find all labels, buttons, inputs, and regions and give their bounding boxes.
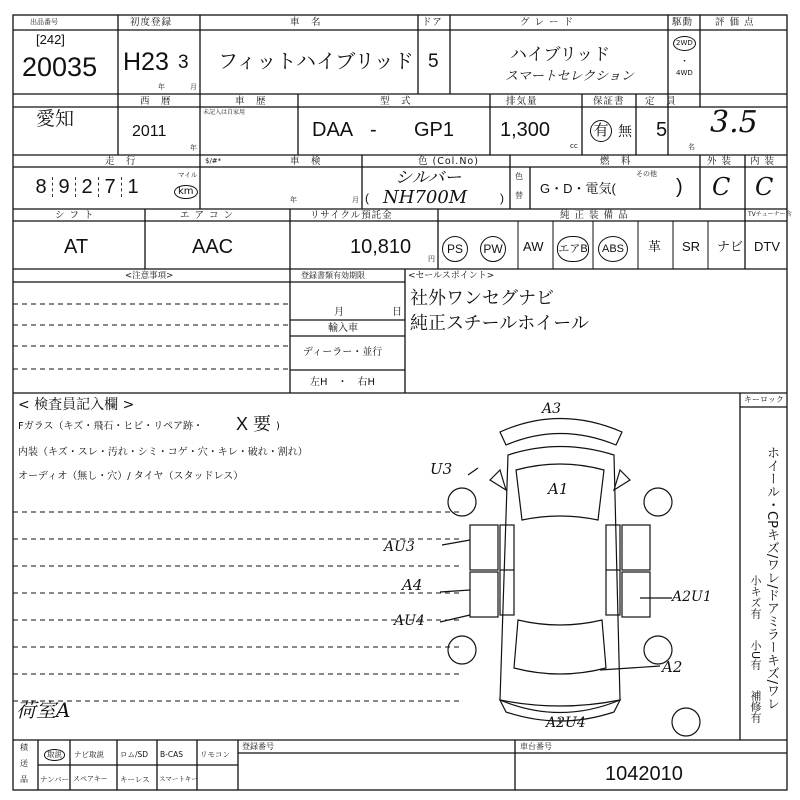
damage-mark: A1 [548, 480, 569, 498]
equip-navi: ナビ [717, 239, 744, 254]
color-code: NH700M [383, 187, 468, 208]
footer-label-2: 送 [20, 759, 28, 768]
car-diagram [440, 419, 700, 737]
key-lock-label: キーロック [744, 395, 784, 404]
equip-aw: AW [523, 239, 544, 254]
color-change-label-1: 色 [515, 172, 523, 181]
interior-grade: C [755, 173, 774, 201]
damage-mark: A3 [542, 401, 562, 417]
first-reg-month: 3 [178, 52, 189, 73]
equipment-separators [438, 221, 745, 269]
inspection-label: 車 検 [290, 156, 322, 167]
color-label: 色 (Col.No) [418, 156, 479, 167]
damage-mark: A2 [662, 658, 683, 676]
import-steering: 左H ・ 右H [310, 377, 376, 388]
color-open-paren: ( [365, 191, 369, 205]
mileage-digit: 2 [76, 177, 99, 197]
footer-spare-key: スペアキー [73, 775, 108, 783]
aircon-label: エ ア コ ン [180, 210, 235, 221]
import-dealer: ディーラー・並行 [303, 347, 383, 358]
warranty-yes: 有 [590, 120, 612, 142]
footer-remote: リモコン [200, 750, 230, 759]
lot-number: 20035 [22, 52, 98, 82]
equip-pw: PW [480, 236, 506, 262]
capacity-unit: 名 [688, 143, 695, 151]
lot-top-label: 出品番号 [30, 18, 58, 26]
footer-label-1: 積 [20, 743, 28, 752]
footer-chassis-label: 車台番号 [520, 742, 552, 751]
inspector-handwritten: 荷室A [16, 698, 71, 722]
displacement-label: 排気量 [506, 96, 538, 107]
recycle-label: リサイクル預託金 [310, 210, 393, 221]
footer-reg-number-label: 登録番号 [242, 742, 274, 751]
fuel-options: G・D・電気( [540, 181, 616, 196]
mileage-label: 走 行 [105, 156, 137, 167]
inspector-line1-close: ) [276, 421, 280, 432]
lot-prefix: [242] [36, 32, 65, 47]
capacity-value: 5 [656, 119, 668, 141]
first-reg-era: H23 [123, 48, 169, 76]
damage-mark: A2U1 [672, 589, 712, 605]
selling-point-1: 社外ワンセグナビ [410, 288, 554, 308]
model-dash: - [370, 119, 377, 141]
year-western: 2011 [132, 123, 167, 140]
capacity-label: 定 員 [645, 96, 677, 107]
footer-smart-key: スマートキー [159, 775, 198, 783]
grade-label: グ レ ー ド [520, 17, 575, 28]
damage-mark: AU3 [384, 539, 415, 555]
history-note: 未記入は自家用 [203, 109, 246, 116]
warranty-no: 無 [618, 123, 632, 139]
inspector-line2: 内装（キズ・スレ・汚れ・シミ・コゲ・穴・キレ・破れ・割れ） [18, 447, 308, 458]
fuel-close-paren: ) [676, 176, 683, 198]
inspection-month-unit: 月 [352, 196, 359, 204]
grade-line2: スマートセレクション [505, 69, 634, 84]
color-change-label-2: 替 [515, 191, 523, 200]
mileage-digit: 1 [127, 176, 139, 198]
side-text-3: 小U有 [749, 640, 762, 671]
equip-leather: 革 [648, 239, 662, 254]
equip-dtv: DTV [754, 239, 780, 254]
mileage-digit: 8 [30, 177, 53, 197]
exterior-grade: C [712, 173, 731, 201]
equip-abs: ABS [598, 236, 628, 262]
mileage-digits [30, 177, 144, 197]
model-code: GP1 [414, 119, 455, 141]
car-name-label: 車 名 [290, 17, 322, 28]
selling-point-2: 純正スチールホイール [410, 313, 589, 333]
first-reg-label: 初度登録 [130, 17, 173, 28]
history-label: 車 歴 [235, 96, 267, 107]
side-text-4: 補修有 [749, 690, 762, 723]
interior-label: 内 装 [750, 156, 776, 167]
footer-manual: 取説 [44, 749, 65, 761]
inspector-line3: オーディオ（無し・穴）/ タイヤ（スタッドレス） [18, 471, 244, 482]
mileage-digit: 9 [53, 177, 76, 197]
equip-airbag: エアB [557, 236, 589, 262]
footer-keyless: キーレス [120, 775, 150, 784]
damage-mark: A2U4 [546, 715, 586, 731]
doors-label: ドア [422, 17, 443, 28]
equipment-label: 純 正 装 備 品 [560, 210, 629, 221]
exterior-label: 外 装 [707, 156, 733, 167]
damage-mark: A4 [402, 576, 423, 594]
inspector-label: < 検査員記入欄 > [18, 397, 135, 413]
footer-bcas: B-CAS [160, 750, 183, 759]
reg-expiry-label: 登録書類有効期限 [301, 271, 365, 280]
damage-mark: U3 [430, 460, 453, 478]
drive-label: 駆動 [672, 17, 694, 28]
car-name: フィットハイブリッド [218, 51, 414, 73]
color-name: シルバー [395, 168, 462, 188]
reg-expiry-day: 日 [392, 307, 402, 318]
recycle-unit: 円 [428, 255, 435, 263]
equip-ps: PS [442, 236, 468, 262]
equip-sunroof: SR [682, 239, 701, 254]
displacement-unit: cc [570, 142, 578, 150]
inspector-line1-mark: X 要 [236, 414, 272, 434]
shift-value: AT [64, 236, 89, 258]
evaluation-label: 評 価 点 [715, 17, 755, 28]
aircon-value: AAC [192, 236, 234, 258]
footer-rom-sd: ロム/SD [120, 750, 149, 759]
drive-4wd: 4WD [676, 69, 693, 77]
fuel-label: 燃 料 [600, 156, 632, 167]
chassis-number: 1042010 [605, 763, 683, 785]
grade-line1: ハイブリッド [510, 45, 611, 64]
side-text-2: 小キズ有 [749, 575, 762, 619]
recycle-value: 10,810 [350, 236, 412, 258]
displacement-value: 1,300 [500, 119, 551, 141]
notes-label: <注意事項> [125, 271, 174, 281]
color-close-paren: ) [500, 191, 504, 205]
evaluation-score: 3.5 [710, 105, 758, 140]
inspection-year-unit: 年 [290, 196, 297, 204]
mileage-unit-km: km [174, 185, 198, 199]
damage-mark: AU4 [394, 613, 425, 629]
first-reg-month-unit: 月 [190, 83, 197, 91]
footer-navi-manual: ナビ取説 [74, 750, 104, 759]
warranty-label: 保証書 [593, 96, 625, 107]
mileage-unit-mile: マイル [178, 171, 198, 179]
drive-dot: ・ [680, 57, 690, 67]
region: 愛知 [36, 109, 75, 130]
shift-label: シ フ ト [55, 210, 95, 221]
tv-label: TVチューナー含 [748, 211, 792, 218]
import-label: 輸入車 [328, 323, 358, 334]
mileage-digit: 7 [99, 177, 122, 197]
selling-points-label: <セールスポイント> [408, 271, 495, 281]
inspector-line1: Fガラス（キズ・飛石・ヒビ・リペア跡・ [18, 421, 204, 432]
model-label: 型 式 [380, 96, 412, 107]
mileage-sub-label: $/#* [205, 157, 222, 165]
year-western-label: 西 暦 [140, 96, 172, 107]
doors-value: 5 [428, 51, 439, 72]
footer-number-plate: ナンバー [40, 775, 70, 784]
footer-label-3: 品 [20, 775, 28, 784]
model-prefix: DAA [312, 119, 354, 141]
fuel-other: その他 [636, 170, 657, 178]
first-reg-year-unit: 年 [158, 83, 165, 91]
reg-expiry-month: 月 [334, 307, 344, 318]
side-text-main: ホイール・CPキズ/ワレ/ドアミラーキズ/ワレ [764, 446, 779, 711]
drive-2wd-mark: 2WD [673, 36, 696, 51]
year-western-unit: 年 [190, 144, 197, 152]
